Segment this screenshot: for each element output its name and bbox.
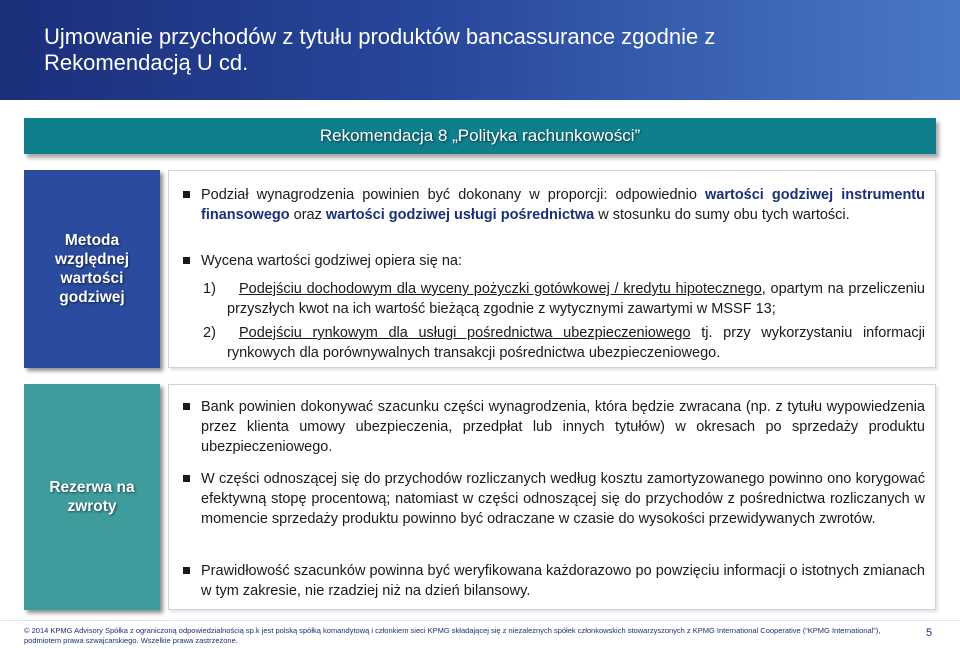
bullet-bold-text: wartości godziwej usługi pośrednictwa [325,207,595,223]
section-label-text: Metoda względnej wartości godziwej [54,232,130,306]
section-content-returns-reserve [168,384,936,610]
bullet-square-icon [183,191,190,198]
bullet-text: W części odnoszącej się do przychodów rozliczanych według kosztu zamortyzowanego powinno ono korygować efektywną stopę procentową; natomiast w części odnoszącej się do przychodów z pośrednictwa rozliczanych w momencie sprzedaży produktu powinno być odraczane w czasie do wysokości przewidywanych zwrotów. [201,471,925,527]
section-banner: Rekomendacja 8 „Polityka rachunkowości” [24,118,936,154]
footer-divider [0,620,960,621]
bullet-item [183,561,925,601]
bullet-bold-text: wartości godziwej instrumentu finansowego [201,187,925,223]
numbered-item [203,279,925,319]
bullet-item [183,251,925,271]
bullet-text: oraz [289,207,326,223]
header-bar [0,0,960,100]
item-number: 2) [203,325,216,341]
bullet-square-icon [183,257,190,264]
item-underlined-text: Podejściu dochodowym dla wyceny pożyczki gotówkowej / kredytu hipotecznego [239,281,762,297]
page-title: Ujmowanie przychodów z tytułu produktów bancassurance zgodnie z Rekomendacją U cd. [44,24,716,75]
section-content-fair-value [168,170,936,368]
section-label-text: Rezerwa na zwroty [49,479,135,515]
bullet-item [183,185,925,225]
bullet-text: w stosunku do sumy obu tych wartości. [594,207,850,223]
bullet-square-icon [183,475,190,482]
page-number: 5 [926,627,933,639]
bullet-text: Wycena wartości godziwej opiera się na: [201,253,462,269]
item-number: 1) [203,281,216,297]
bullet-item [183,469,925,529]
bullet-text: Podział wynagrodzenia powinien być dokonany w proporcji: odpowiednio [201,187,705,203]
bullet-square-icon [183,403,190,410]
bullet-text: Bank powinien dokonywać szacunku części wynagrodzenia, która będzie zwracana (np. z tytułu wypowiedzenia przez klienta umowy ubezpieczenia, przedpłat lub innych tytułów) w okresach po sprzedaży produktu ubezpieczeniowego. [201,399,925,455]
numbered-item [203,323,926,363]
footer-copyright: © 2014 KPMG Advisory Spółka z ograniczoną odpowiedzialnością sp.k jest polską spółką komandytową i członkiem sieci KPMG składającej się z niezależnych spółek członkowskich stowarzyszonych z KPMG International Cooperative (“KPMG International”), podmiotem prawa szwajcarskiego. Wszelkie prawa zastrzeżone. [24,626,881,645]
item-underlined-text: Podejściu rynkowym dla usługi pośrednictwa ubezpieczeniowego [239,325,691,341]
bullet-item [183,397,925,457]
item-text: tj. przy wykorzystaniu informacji rynkowych dla porównywalnych transakcji pośrednictwa ubezpieczeniowego. [227,325,926,361]
section-label-returns-reserve [24,384,160,610]
bullet-square-icon [183,567,190,574]
section-label-fair-value [24,170,160,368]
bullet-text: Prawidłowość szacunków powinna być weryfikowana każdorazowo po powzięciu informacji o istotnych zmianach w tym zakresie, nie rzadziej niż na dzień bilansowy. [201,563,925,599]
item-text: , opartym na przeliczeniu przyszłych kwot na ich wartość bieżącą zgodnie z wytycznymi zawartymi w MSSF 13; [227,281,925,317]
